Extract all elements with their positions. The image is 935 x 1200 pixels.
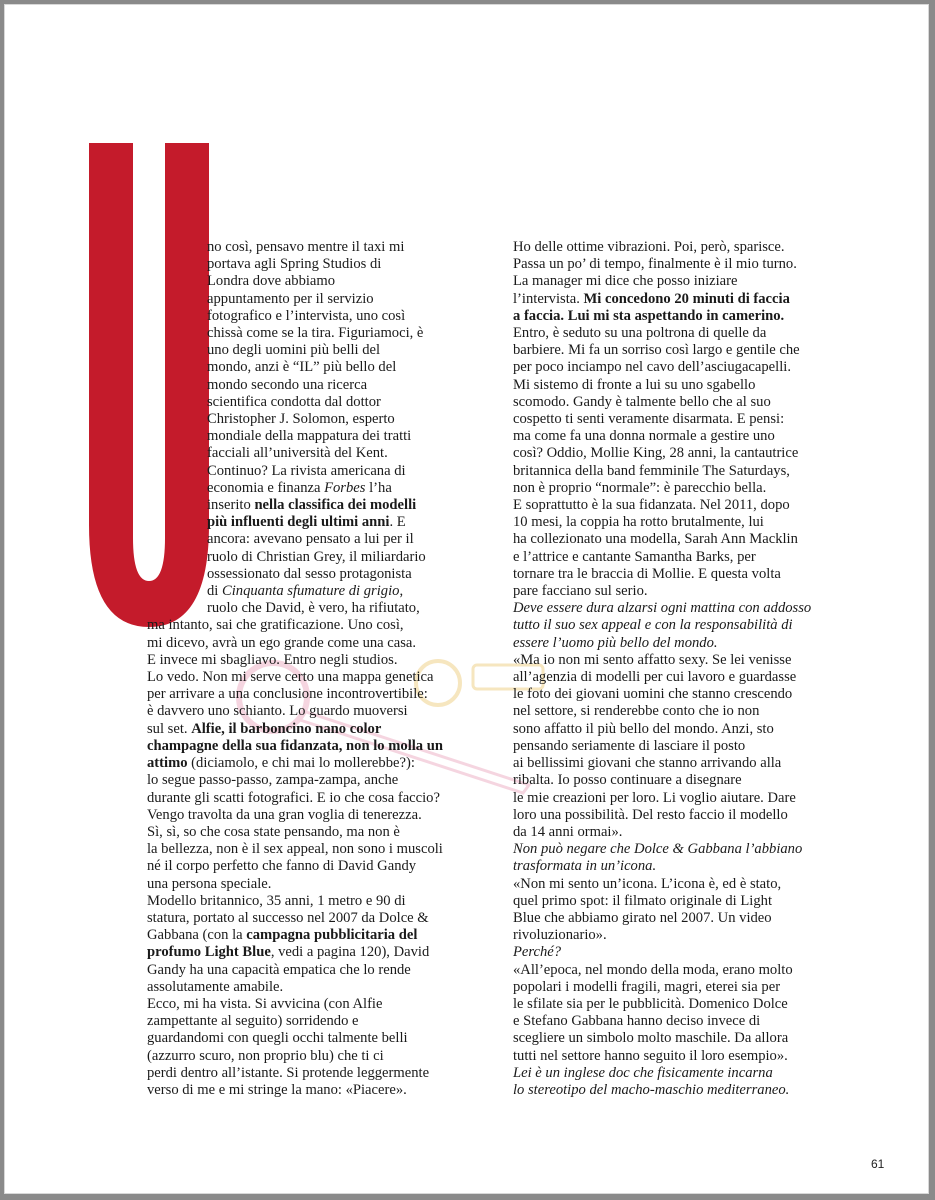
text-span: durante gli scatti fotografici. E io che cosa faccio?	[147, 789, 440, 806]
italic-text: Forbes	[324, 479, 366, 496]
italic-text: essere l’uomo più bello del mondo.	[513, 634, 718, 651]
text-span: né il corpo perfetto che fanno di David Gandy	[147, 858, 417, 875]
text-line	[147, 858, 482, 875]
italic-text: Lei è un inglese doc che fisicamente incarna	[513, 1064, 773, 1081]
text-line	[513, 807, 858, 824]
text-span: portava agli Spring Studios di	[207, 256, 382, 273]
text-line	[147, 428, 482, 445]
text-span: ha collezionato una modella, Sarah Ann Macklin	[513, 531, 798, 548]
text-line	[513, 1048, 858, 1065]
text-line	[147, 239, 482, 256]
text-span: nel settore, si renderebbe conto che io non	[513, 703, 760, 720]
text-line	[513, 239, 858, 256]
bold-text: a faccia. Lui mi sta aspettando in camerino.	[513, 307, 785, 324]
text-line	[147, 411, 482, 428]
text-line	[513, 600, 858, 617]
text-line	[513, 652, 858, 669]
text-line	[147, 377, 482, 394]
text-span: ruolo di Christian Grey, il miliardario	[207, 548, 426, 565]
bold-text: attimo	[147, 755, 188, 772]
text-line	[513, 273, 858, 290]
text-span: Ecco, mi ha vista. Si avvicina (con Alfie	[147, 995, 383, 1012]
text-span: Sì, sì, so che cosa state pensando, ma non è	[147, 823, 400, 840]
text-span: (diciamolo, e chi mai lo mollerebbe?):	[187, 755, 415, 772]
text-span: . E	[389, 514, 406, 531]
text-line	[513, 772, 858, 789]
text-line	[513, 308, 858, 325]
text-span: sul set.	[147, 720, 192, 737]
text-span: 10 mesi, la coppia ha rotto brutalmente, lui	[513, 514, 764, 531]
text-line	[147, 463, 482, 480]
italic-text: Non può negare che Dolce & Gabbana l’abbiano	[513, 841, 803, 858]
text-line	[513, 514, 858, 531]
text-line	[147, 755, 482, 772]
text-span: ancora: avevano pensato a lui per il	[207, 531, 414, 548]
text-line	[513, 962, 858, 979]
text-line	[513, 996, 858, 1013]
article-column-right	[513, 239, 858, 1099]
text-span: ai bellissimi giovani che stanno arrivando alla	[513, 755, 782, 772]
text-line	[147, 394, 482, 411]
text-line	[513, 927, 858, 944]
text-span: «Ma io non mi sento affatto sexy. Se lei venisse	[513, 651, 792, 668]
text-span: ma intanto, sai che gratificazione. Uno così,	[147, 617, 404, 634]
text-line	[513, 858, 858, 875]
text-span: ossessionato dal sesso protagonista	[207, 565, 412, 582]
text-line	[513, 411, 858, 428]
text-span: barbiere. Mi fa un sorriso così largo e gentile che	[513, 342, 800, 359]
text-line	[513, 566, 858, 583]
text-line	[147, 790, 482, 807]
text-span: fotografico e l’intervista, uno così	[207, 307, 406, 324]
text-span: l’ha	[365, 479, 392, 496]
text-line	[147, 910, 482, 927]
text-line	[513, 342, 858, 359]
text-span: Ho delle ottime vibrazioni. Poi, però, sparisce.	[513, 239, 785, 255]
text-line	[147, 514, 482, 531]
italic-text: Perché?	[513, 944, 562, 961]
text-line	[513, 944, 858, 961]
text-span: pare facciano sul serio.	[513, 583, 648, 600]
text-line	[147, 721, 482, 738]
text-span: per arrivare a una conclusione incontrovertibile:	[147, 686, 428, 703]
text-line	[147, 1013, 482, 1030]
text-span: verso di me e mi stringe la mano: «Piacere».	[147, 1081, 407, 1098]
text-span: appuntamento per il servizio	[207, 290, 374, 307]
text-line	[513, 790, 858, 807]
bold-text: più influenti degli ultimi anni	[207, 514, 390, 531]
text-line	[147, 944, 482, 961]
text-line	[147, 359, 482, 376]
text-span: mi dicevo, avrà un ego grande come una casa.	[147, 634, 417, 651]
text-line	[513, 1030, 858, 1047]
bold-text: nella classifica dei modelli	[254, 497, 417, 514]
text-line	[513, 703, 858, 720]
bold-text: profumo Light Blue	[147, 944, 271, 961]
text-span: le sfilate sia per le pubblicità. Domenico Dolce	[513, 995, 788, 1012]
text-line	[513, 359, 858, 376]
text-span: ,	[399, 583, 404, 600]
text-line	[147, 583, 482, 600]
text-line	[513, 497, 858, 514]
text-line	[513, 377, 858, 394]
text-span: Lo vedo. Non mi serve certo una mappa genetica	[147, 669, 434, 686]
text-span: Gandy ha una capacità empatica che lo rende	[147, 961, 411, 978]
text-span: (azzurro scuro, non proprio blu) che ti ci	[147, 1047, 384, 1064]
text-span: scientifica condotta dal dottor	[207, 393, 381, 410]
text-span: scegliere un simbolo molto maschile. Da allora	[513, 1030, 789, 1047]
text-span: Modello britannico, 35 anni, 1 metro e 90 di	[147, 892, 406, 909]
text-line	[513, 256, 858, 273]
text-line	[147, 445, 482, 462]
text-line	[513, 755, 858, 772]
text-line	[513, 617, 858, 634]
text-line	[147, 1048, 482, 1065]
text-span: no così, pensavo mentre il taxi mi	[207, 239, 405, 255]
bold-text: campagna pubblicitaria del	[246, 927, 418, 944]
text-span: facciali all’università del Kent.	[207, 445, 388, 462]
text-span: mondo secondo una ricerca	[207, 376, 368, 393]
italic-text: tutto il suo sex appeal e con la responsabilità di	[513, 617, 793, 634]
italic-text: Deve essere dura alzarsi ogni mattina con addosso	[513, 600, 812, 617]
text-line	[513, 1013, 858, 1030]
text-span: di	[207, 583, 222, 600]
text-line	[147, 531, 482, 548]
text-span: chissà come se la tira. Figuriamoci, è	[207, 325, 424, 342]
text-span: così? Oddio, Mollie King, 28 anni, la cantautrice	[513, 445, 799, 462]
text-span: La manager mi dice che posso iniziare	[513, 273, 738, 290]
text-span: ruolo che David, è vero, ha rifiutato,	[207, 600, 420, 617]
text-line	[147, 738, 482, 755]
text-line	[147, 291, 482, 308]
text-line	[513, 876, 858, 893]
text-span: Passa un po’ di tempo, finalmente è il mio turno.	[513, 256, 797, 273]
text-line	[513, 635, 858, 652]
text-line	[147, 480, 482, 497]
text-line	[147, 996, 482, 1013]
text-span: , vedi a pagina 120), David	[270, 944, 430, 961]
text-line	[513, 1082, 858, 1099]
text-span: da 14 anni ormai».	[513, 823, 623, 840]
text-span: cospetto ti senti veramente disarmata. E pensi:	[513, 411, 785, 428]
text-line	[513, 480, 858, 497]
text-span: per poco inciampo nel cavo dell’asciugacapelli.	[513, 359, 791, 376]
text-line	[147, 824, 482, 841]
text-line	[513, 463, 858, 480]
text-line	[513, 394, 858, 411]
text-span: inserito	[207, 497, 255, 514]
text-line	[513, 841, 858, 858]
text-span: rivoluzionario».	[513, 927, 607, 944]
text-line	[513, 686, 858, 703]
text-line	[513, 979, 858, 996]
text-line	[147, 325, 482, 342]
text-span: una persona speciale.	[147, 875, 272, 892]
text-line	[147, 256, 482, 273]
text-span: uno degli uomini più belli del	[207, 342, 381, 359]
text-span: perdi dentro all’istante. Si protende leggermente	[147, 1064, 430, 1081]
text-line	[147, 308, 482, 325]
text-span: quel primo spot: il filmato originale di Light	[513, 892, 773, 909]
text-span: «All’epoca, nel mondo della moda, erano molto	[513, 961, 793, 978]
text-span: Londra dove abbiamo	[207, 273, 336, 290]
italic-text: Cinquanta sfumature di grigio	[222, 583, 400, 600]
text-line	[147, 652, 482, 669]
text-span: loro una possibilità. Del resto faccio il modello	[513, 806, 788, 823]
text-span: le mie creazioni per loro. Li voglio aiutare. Dare	[513, 789, 796, 806]
text-span: assolutamente amabile.	[147, 978, 284, 995]
text-span: mondiale della mappatura dei tratti	[207, 428, 412, 445]
text-line	[513, 669, 858, 686]
text-line	[147, 566, 482, 583]
text-line	[513, 445, 858, 462]
bold-text: Alfie, il barboncino nano color	[191, 720, 382, 737]
text-line	[147, 273, 482, 290]
text-line	[513, 893, 858, 910]
text-span: zampettante al seguito) sorridendo e	[147, 1013, 359, 1030]
text-span: scomodo. Gandy è talmente bello che al suo	[513, 393, 771, 410]
text-span: non è proprio “normale”: è parecchio bella.	[513, 479, 767, 496]
text-span: ma come fa una donna normale a gestire uno	[513, 428, 775, 445]
text-span: Vengo travolta da una gran voglia di tenerezza.	[147, 806, 422, 823]
text-line	[147, 600, 482, 617]
italic-text: lo stereotipo del macho-maschio mediterraneo.	[513, 1081, 790, 1098]
text-span: sono affatto il più bello del mondo. Anzi, sto	[513, 720, 774, 737]
text-span: statura, portato al successo nel 2007 da Dolce &	[147, 909, 429, 926]
text-line	[147, 979, 482, 996]
text-span: la bellezza, non è il sex appeal, non sono i muscoli	[147, 841, 443, 858]
text-line	[513, 549, 858, 566]
text-line	[513, 721, 858, 738]
text-span: e Stefano Gabbana hanno deciso invece di	[513, 1013, 761, 1030]
text-line	[147, 927, 482, 944]
text-span: popolari i modelli fragili, magri, eterei sia per	[513, 978, 781, 995]
text-line	[147, 772, 482, 789]
text-span: lo segue passo-passo, zampa-zampa, anche	[147, 772, 399, 789]
text-span: all’agenzia di modelli per cui lavoro e guardasse	[513, 669, 797, 686]
text-line	[513, 738, 858, 755]
text-span: pensando seriamente di lasciare il posto	[513, 737, 746, 754]
text-span: mondo, anzi è “IL” più bello del	[207, 359, 397, 376]
text-line	[147, 1065, 482, 1082]
text-span: è davvero uno schianto. Lo guardo muoversi	[147, 703, 408, 720]
text-line	[147, 807, 482, 824]
text-span: E invece mi sbagliavo. Entro negli studios.	[147, 651, 398, 668]
text-span: Blue che abbiamo girato nel 2007. Un video	[513, 909, 772, 926]
text-span: le foto dei giovani uomini che stanno crescendo	[513, 686, 793, 703]
article-column-left	[147, 239, 482, 1099]
text-line	[147, 669, 482, 686]
text-line	[147, 962, 482, 979]
text-line	[147, 635, 482, 652]
text-span: Entro, è seduto su una poltrona di quelle da	[513, 325, 767, 342]
text-line	[513, 1065, 858, 1082]
text-span: tornare tra le braccia di Mollie. E questa volta	[513, 565, 781, 582]
text-span: guardandomi con quegli occhi talmente belli	[147, 1030, 408, 1047]
text-line	[513, 291, 858, 308]
text-line	[147, 617, 482, 634]
text-span: Gabbana (con la	[147, 927, 247, 944]
text-span: «Non mi sento un’icona. L’icona è, ed è stato,	[513, 875, 782, 892]
text-line	[513, 531, 858, 548]
text-span: tutti nel settore hanno seguito il loro esempio».	[513, 1047, 788, 1064]
text-span: economia e finanza	[207, 479, 325, 496]
text-line	[147, 841, 482, 858]
text-span: Continuo? La rivista americana di	[207, 462, 406, 479]
text-line	[147, 686, 482, 703]
text-span: l’intervista.	[513, 290, 584, 307]
bold-text: Mi concedono 20 minuti di faccia	[583, 290, 790, 307]
text-span: Christopher J. Solomon, esperto	[207, 411, 395, 428]
text-line	[147, 703, 482, 720]
italic-text: trasformata in un’icona.	[513, 858, 657, 875]
text-line	[147, 876, 482, 893]
text-line	[513, 824, 858, 841]
text-line	[147, 342, 482, 359]
text-line	[513, 325, 858, 342]
text-span: e l’attrice e cantante Samantha Barks, per	[513, 548, 756, 565]
text-line	[147, 893, 482, 910]
page-number: 61	[871, 1157, 885, 1171]
text-line	[513, 910, 858, 927]
magazine-page	[4, 4, 929, 1194]
text-line	[147, 549, 482, 566]
text-line	[147, 1030, 482, 1047]
text-line	[147, 497, 482, 514]
text-span: E soprattutto è la sua fidanzata. Nel 2011, dopo	[513, 497, 790, 514]
bold-text: champagne della sua fidanzata, non lo molla un	[147, 737, 443, 754]
text-span: ribalta. Io posso continuare a disegnare	[513, 772, 742, 789]
text-line	[513, 583, 858, 600]
text-span: Mi sistemo di fronte a lui su uno sgabello	[513, 376, 756, 393]
text-span: britannica della band femminile The Saturdays,	[513, 462, 790, 479]
text-line	[513, 428, 858, 445]
text-line	[147, 1082, 482, 1099]
